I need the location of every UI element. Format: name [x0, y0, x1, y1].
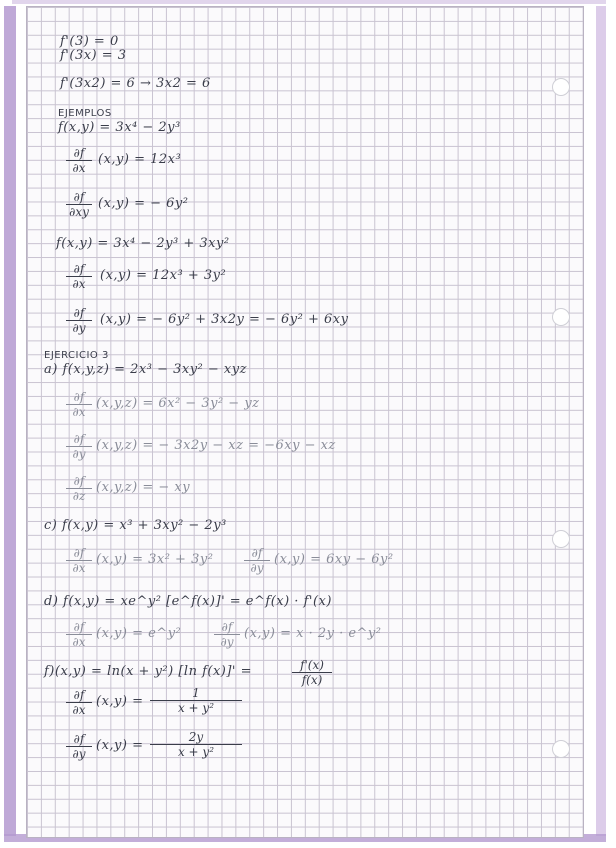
partial-derivative-fraction: $\frac{\partial f}{\partial xy}$: [66, 190, 92, 219]
math-line-lhs: (x,y) =: [96, 694, 144, 709]
math-line: (x,y) = − 6y² + 3x2y = − 6y² + 6xy: [100, 312, 349, 327]
math-line: (x,y) = 3x² + 3y²: [96, 552, 214, 567]
partial-derivative-fraction: $\frac{\partial f}{\partial y}$: [66, 732, 92, 761]
math-line: (x,y) = e^y²: [96, 626, 182, 641]
section-heading-ejercicio: EJERCICIO 3: [44, 350, 109, 361]
math-line: (x,y) = − 6y²: [98, 196, 189, 211]
math-line: f(x,y) = 3x⁴ − 2y³: [58, 120, 181, 135]
partial-derivative-fraction: $\frac{\partial f}{\partial y}$: [214, 620, 240, 649]
partial-derivative-fraction: $\frac{\partial f}{\partial x}$: [66, 688, 92, 717]
partial-derivative-fraction: $\frac{\partial f}{\partial z}$: [66, 474, 92, 503]
math-line: f)(x,y) = ln(x + y²) [ln f(x)]' =: [44, 664, 253, 679]
math-line-lhs: (x,y) =: [96, 738, 144, 753]
partial-derivative-fraction: $\frac{\partial f}{\partial y}$: [66, 432, 92, 461]
partial-derivative-fraction: $\frac{\partial f}{\partial x}$: [66, 620, 92, 649]
partial-derivative-fraction: $\frac{\partial f}{\partial x}$: [66, 146, 92, 175]
binder-hole: [552, 78, 570, 96]
partial-derivative-fraction: $\frac{\partial f}{\partial x}$: [66, 262, 92, 291]
math-line: a) f(x,y,z) = 2x³ − 3xy² − xyz: [44, 362, 247, 377]
binder-hole: [552, 740, 570, 758]
partial-derivative-fraction: $\frac{\partial f}{\partial y}$: [66, 306, 92, 335]
notebook-top-border: [12, 0, 606, 4]
math-line: (x,y,z) = − xy: [96, 480, 191, 495]
math-line: c) f(x,y) = x³ + 3xy² − 2y³: [44, 518, 227, 533]
notebook-left-border: [4, 6, 16, 836]
partial-derivative-fraction: $\frac{\partial f}{\partial x}$: [66, 546, 92, 575]
math-line: (x,y) = 12x³ + 3y²: [100, 268, 227, 283]
math-line: f'(3x2) = 6 → 3x2 = 6: [60, 76, 211, 91]
section-heading-ejemplos: EJEMPLOS: [58, 108, 112, 119]
math-line: (x,y) = 12x³: [98, 152, 182, 167]
binder-hole: [552, 308, 570, 326]
math-line: f(x,y) = 3x⁴ − 2y³ + 3xy²: [56, 236, 230, 251]
math-line: (x,y) = 6xy − 6y²: [274, 552, 394, 567]
math-line: f'(3) = 0: [60, 34, 119, 49]
partial-derivative-fraction: $\frac{\partial f}{\partial y}$: [244, 546, 270, 575]
math-line: d) f(x,y) = xe^y² [e^f(x)]' = e^f(x) · f'(x): [44, 594, 332, 609]
result-fraction: $\frac{2y}{\text{x + y²}}$: [150, 730, 242, 759]
partial-derivative-fraction: $\frac{\partial f}{\partial x}$: [66, 390, 92, 419]
result-fraction: $\frac{1}{\text{x + y²}}$: [150, 686, 242, 715]
math-line: (x,y) = x · 2y · e^y²: [244, 626, 382, 641]
notebook-right-border: [596, 6, 606, 836]
math-line: (x,y,z) = − 3x2y − xz = −6xy − xz: [96, 438, 336, 453]
math-line: f'(3x) = 3: [60, 48, 127, 63]
math-line: (x,y,z) = 6x² − 3y² − yz: [96, 396, 260, 411]
binder-hole: [552, 530, 570, 548]
log-derivative-fraction: $\frac{f'(x)}{f(x)}$: [292, 658, 332, 687]
